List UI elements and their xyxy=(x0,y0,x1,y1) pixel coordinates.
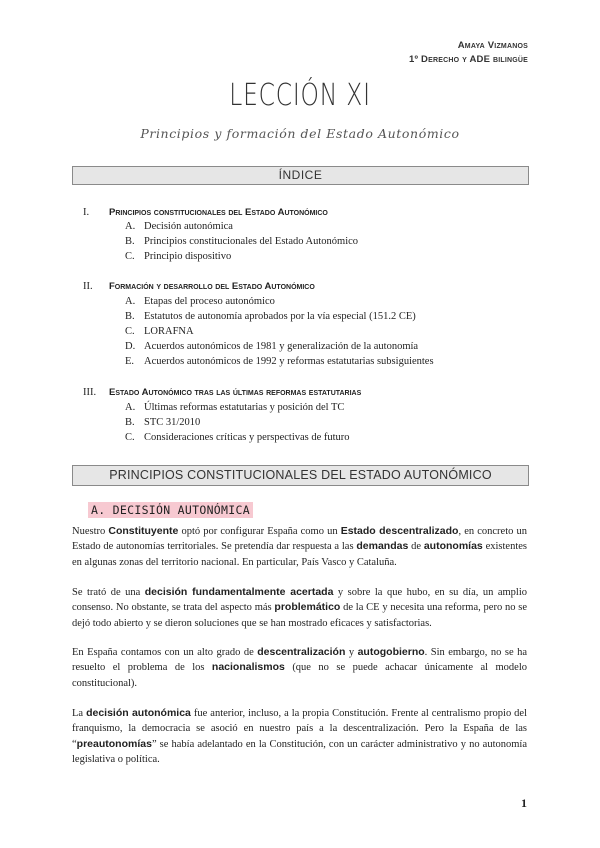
toc-item-text: Principio dispositivo xyxy=(144,251,232,262)
toc-item xyxy=(125,251,231,262)
toc-item xyxy=(125,417,200,428)
author-program: 1º Derecho y ADE bilingüe xyxy=(409,54,528,65)
toc-item-text: Decisión autonómica xyxy=(144,221,233,232)
toc-item-letter: A. xyxy=(125,221,136,232)
toc-item-letter: C. xyxy=(125,251,135,262)
toc-section-2 xyxy=(83,281,315,292)
toc-item xyxy=(125,296,275,307)
bold-term: descentralización xyxy=(257,646,346,658)
toc-item xyxy=(125,341,418,352)
toc-item xyxy=(125,311,416,322)
lesson-subtitle: Principios y formación del Estado Autonómico xyxy=(140,126,460,141)
toc-item xyxy=(125,402,344,413)
toc-section-3 xyxy=(83,387,361,398)
toc-item xyxy=(125,326,194,337)
toc-item xyxy=(125,236,358,247)
toc-item-letter: C. xyxy=(125,432,135,443)
toc-item-letter: B. xyxy=(125,311,135,322)
bold-term: autogobierno xyxy=(357,646,425,658)
toc-item-text: Acuerdos autonómicos de 1981 y generalización de la autonomía xyxy=(144,341,419,352)
lesson-title: LECCIÓN XI xyxy=(229,78,371,113)
toc-section-number: II. xyxy=(83,281,93,292)
author-block xyxy=(409,39,528,67)
toc-item-letter: D. xyxy=(125,341,136,352)
toc-section-title: Estado Autonómico tras las últimas reformas estatutarias xyxy=(109,387,362,398)
toc-item-text: Acuerdos autonómicos de 1992 y reformas estatutarias subsiguientes xyxy=(144,356,434,367)
section-heading: PRINCIPIOS CONSTITUCIONALES DEL ESTADO AUTONÓMICO xyxy=(72,465,529,486)
bold-term: autonomías xyxy=(423,540,483,553)
bold-term: decisión autonómica xyxy=(86,707,191,719)
author-name: Amaya Vizmanos xyxy=(457,40,528,51)
page-number: 1 xyxy=(521,796,527,810)
toc-item xyxy=(125,221,233,232)
toc-section-number: III. xyxy=(83,387,97,398)
bold-term: problemático xyxy=(274,601,341,614)
body-paragraph: Nuestro Constituyente optó por configurar España como un Estado descentralizado, en concreto un Estado de autonomías territoriales. Se pretendía dar respuesta a las demandas de autonomías existentes en algunas zonas del territorio nacional. En particular, País Vasco y Cataluña. xyxy=(72,525,527,568)
toc-item-letter: E. xyxy=(125,356,135,367)
toc-item-letter: A. xyxy=(125,402,136,413)
subsection-heading: A. DECISIÓN AUTONÓMICA xyxy=(88,502,253,518)
toc-item-letter: B. xyxy=(125,236,135,247)
toc-item-letter: C. xyxy=(125,326,135,337)
toc-section-number: I. xyxy=(83,207,90,218)
toc-section-1 xyxy=(83,207,328,218)
bold-term: decisión fundamentalmente acertada xyxy=(144,586,334,598)
toc-item xyxy=(125,356,434,367)
bold-term: nacionalismos xyxy=(211,661,285,674)
bold-term: Estado descentralizado xyxy=(340,525,459,537)
toc-item-letter: A. xyxy=(125,296,136,307)
toc-item-letter: B. xyxy=(125,417,135,428)
body-paragraph: La decisión autonómica fue anterior, incluso, a la propia Constitución. Frente al centralismo propio del franquismo, la democracia se asoció en nuestro país a la descentralización. Pero la España de las “preautonomías” se había adelantado en la Constitución, con un carácter administrativo y no autonomía legislativa o política. xyxy=(72,707,528,765)
body-paragraph: Se trató de una decisión fundamentalmente acertada y sobre la que hubo, en su día, un amplio consenso. No obstante, se trata del aspecto más problemático de la CE y necesita una reforma, pero no se dejó todo abierto y se dieron soluciones que se han mostrado eficaces y satisfactorias. xyxy=(72,586,527,629)
toc-section-title: Formación y desarrollo del Estado Autonómico xyxy=(109,281,315,292)
toc-section-title: Principios constitucionales del Estado Autonómico xyxy=(109,207,328,218)
bold-term: Constituyente xyxy=(108,525,179,537)
toc-item-text: Últimas reformas estatutarias y posición del TC xyxy=(144,402,345,413)
bold-term: demandas xyxy=(356,540,409,553)
toc-item-text: STC 31/2010 xyxy=(144,417,201,428)
toc-item-text: Etapas del proceso autonómico xyxy=(144,296,275,307)
toc-item-text: Estatutos de autonomía aprobados por la vía especial (151.2 CE) xyxy=(144,311,416,322)
index-heading: ÍNDICE xyxy=(72,166,529,185)
toc-item xyxy=(125,432,350,443)
toc-item-text: LORAFNA xyxy=(144,326,194,337)
bold-term: preautonomías xyxy=(76,737,152,750)
toc-item-text: Consideraciones críticas y perspectivas de futuro xyxy=(144,432,350,443)
body-paragraph: En España contamos con un alto grado de descentralización y autogobierno. Sin embargo, no se ha resuelto el problema de los nacionalismos (que no se puede achacar únicamente al modelo constitucional). xyxy=(72,646,527,689)
toc-item-text: Principios constitucionales del Estado Autonómico xyxy=(144,236,359,247)
